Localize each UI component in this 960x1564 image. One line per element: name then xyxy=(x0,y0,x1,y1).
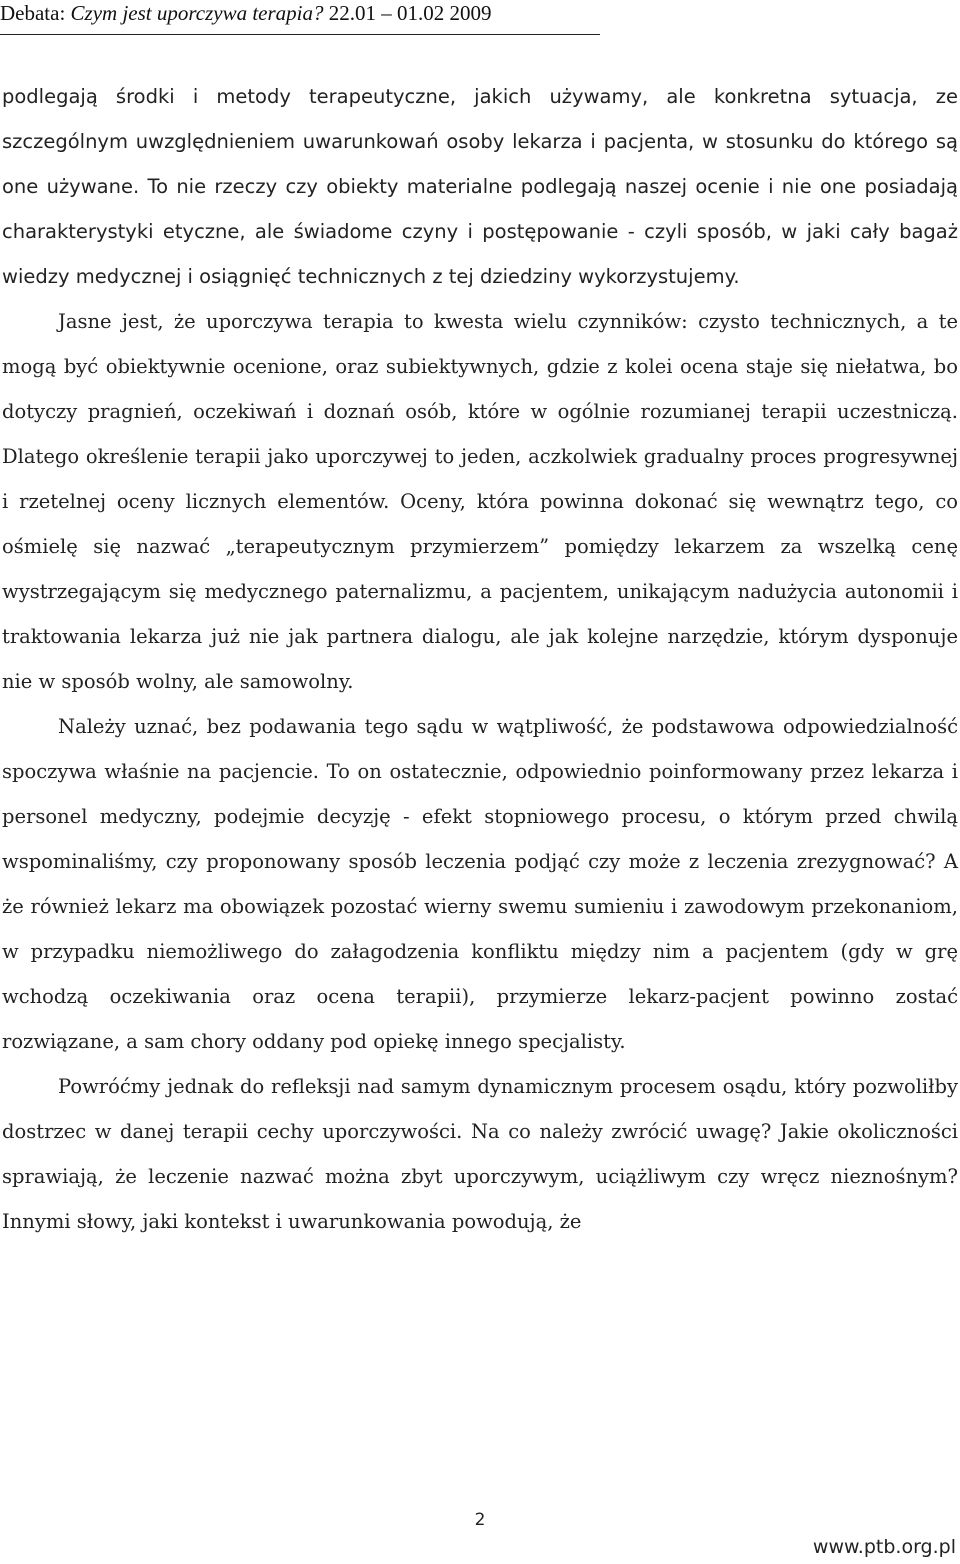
paragraph-1: podlegają środki i metody terapeutyczne, jakich używamy, ale konkretna sytuacja, ze szczególnym uwzględnieniem uwarunkowań osoby lekarza i pacjenta, w stosunku do którego są one używane. To nie rzeczy czy obiekty materialne podlegają naszej ocenie i nie one posiadają charakterystyki etyczne, ale świadome czyny i postępowanie - czyli sposób, w jaki cały bagaż wiedzy medycznej i osiągnięć technicznych z tej dziedziny wykorzystujemy. xyxy=(2,85,958,288)
header-prefix: Debata: xyxy=(0,1,71,25)
running-header xyxy=(0,0,600,35)
paragraph-4: Powróćmy jednak do refleksji nad samym dynamicznym procesem osądu, który pozwoliłby dostrzec w danej terapii cechy uporczywości. Na co należy zwrócić uwagę? Jakie okoliczności sprawiają, że leczenie nazwać można zbyt uporczywym, uciążliwym czy wręcz nieznośnym? Innymi słowy, jaki kontekst i uwarunkowania powodują, że xyxy=(2,1075,958,1233)
document-body xyxy=(2,74,958,1244)
header-title: Czym jest uporczywa terapia? xyxy=(70,1,324,25)
paragraph-2: Jasne jest, że uporczywa terapia to kwesta wielu czynników: czysto technicznych, a te mogą być obiektywnie ocenione, oraz subiektywnych, gdzie z kolei ocena staje się niełatwa, bo dotyczy pragnień, oczekiwań i doznań osób, które w ogólnie rozumianej terapii uczestniczą. Dlatego określenie terapii jako uporczywej to jeden, aczkolwiek gradualny proces progresywnej i rzetelnej oceny licznych elementów. Oceny, która powinna dokonać się wewnątrz tego, co ośmielę się nazwać „terapeutycznym przymierzem” pomiędzy lekarzem za wszelką cenę wystrzegającym się medycznego paternalizmu, a pacjentem, unikającym nadużycia autonomii i traktowania lekarza już nie jak partnera dialogu, ale jak kolejne narzędzie, którym dysponuje nie w sposób wolny, ale samowolny. xyxy=(2,310,958,693)
header-dates: 22.01 – 01.02 2009 xyxy=(323,1,492,25)
footer-url: www.ptb.org.pl xyxy=(812,1536,956,1558)
page-number: 2 xyxy=(474,1510,486,1530)
paragraph-3: Należy uznać, bez podawania tego sądu w wątpliwość, że podstawowa odpowiedzialność spoczywa właśnie na pacjencie. To on ostatecznie, odpowiednio poinformowany przez lekarza i personel medyczny, podejmie decyzję - efekt stopniowego procesu, o którym przed chwilą wspominaliśmy, czy proponowany sposób leczenia podjąć czy może z leczenia zrezygnować? A że również lekarz ma obowiązek pozostać wierny swemu sumieniu i zawodowym przekonaniom, w przypadku niemożliwego do załagodzenia konfliktu między nim a pacjentem (gdy w grę wchodzą oczekiwania oraz ocena terapii), przymierze lekarz-pacjent powinno zostać rozwiązane, a sam chory oddany pod opiekę innego specjalisty. xyxy=(2,715,958,1053)
